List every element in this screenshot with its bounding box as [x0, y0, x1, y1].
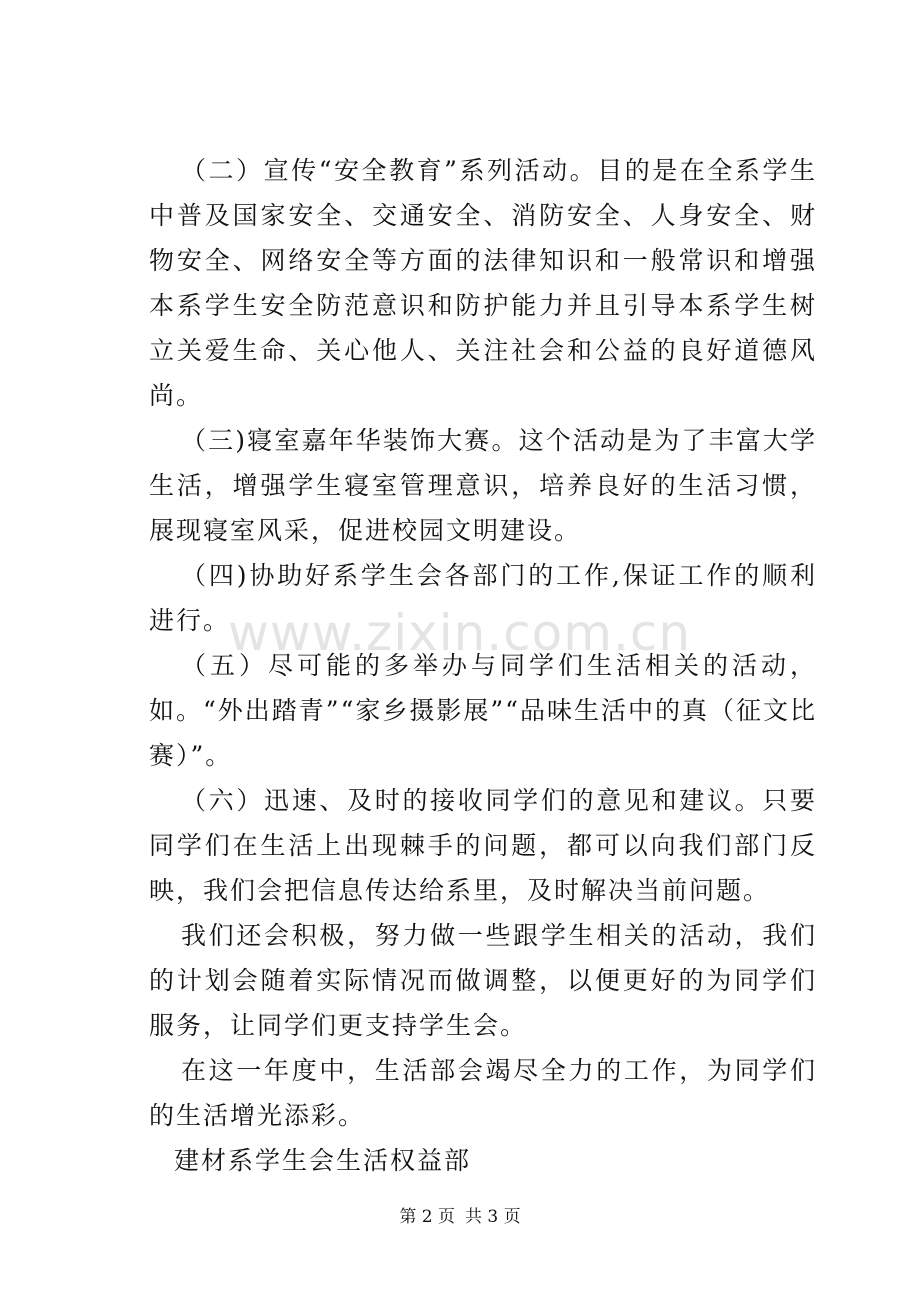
- page-footer: [0, 1202, 920, 1227]
- paragraph-activities: （五）尽可能的多举办与同学们生活相关的活动，如。“外出踏青”“家乡摄影展”“品味生活中的真（征文比赛）”。: [149, 651, 817, 770]
- paragraph-feedback: （六）迅速、及时的接收同学们的意见和建议。只要同学们在生活上出现棘手的问题，都可以向我们部门反映，我们会把信息传达给系里，及时解决当前问题。: [149, 786, 817, 905]
- paragraph-assist-departments: （四)协助好系学生会各部门的工作,保证工作的顺利进行。: [149, 561, 817, 635]
- page-number: 第 2 页: [399, 1207, 455, 1227]
- watermark: www.zixin.com.cn: [228, 604, 692, 662]
- paragraph-dorm-contest: （三)寝室嘉年华装饰大赛。这个活动是为了丰富大学生活，增强学生寝室管理意识，培养良好的生活习惯，展现寝室风采，促进校园文明建设。: [149, 426, 817, 545]
- document-body: [149, 148, 817, 1183]
- signature: 建材系学生会生活权益部: [174, 1146, 472, 1175]
- paragraph-plan-adjust: 我们还会积极，努力做一些跟学生相关的活动，我们的计划会随着实际情况而做调整，以便更好的为同学们服务，让同学们更支持学生会。: [149, 921, 817, 1040]
- paragraph-safety-education: （二）宣传“安全教育”系列活动。目的是在全系学生中普及国家安全、交通安全、消防安全、人身安全、财物安全、网络安全等方面的法律知识和一般常识和增强本系学生安全防范意识和防护能力并且引导本系学生树立关爱生命、关心他人、关注社会和公益的良好道德风尚。: [149, 156, 817, 410]
- paragraph-closing: 在这一年度中，生活部会竭尽全力的工作，为同学们的生活增光添彩。: [149, 1056, 817, 1130]
- page-total: 共 3 页: [465, 1207, 521, 1227]
